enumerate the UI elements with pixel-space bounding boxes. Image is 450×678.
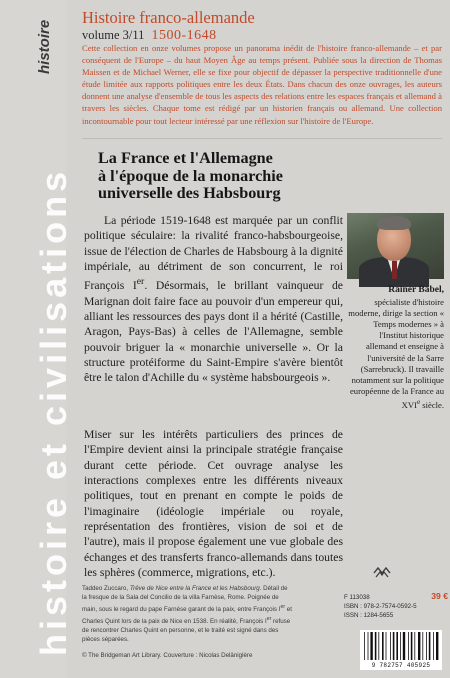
isbn: ISBN : 978-2-7574-0592-5 — [344, 602, 417, 610]
barcode — [360, 630, 442, 670]
author-name: Rainer Babel, — [388, 285, 444, 295]
book-title — [98, 150, 398, 203]
cover-image-caption: Taddeo Zuccaro, Trêve de Nice entre la France et les Habsbourg. Détail de la fresque de la Sala del Concilio de la villa Farnèse, Rome. Poignée de main, sous le regard du pape Farnèse garant de la paix, entre François Ier et Charles Quint lors de la paix de Nice en 1538. En réalité, François Ier refuse de rencontrer Charles Quint en personne, et le traité est signé dans des pièces séparées. — [82, 585, 292, 643]
divider — [82, 138, 442, 139]
collection-blurb: Cette collection en onze volumes propose un panorama inédit de l'histoire franco-allemande – et par conséquent de l'Europe – du haut Moyen Âge au temps présent. Publiée sous la direction de Thomas Maissen et de Michael Werner, elle se fixe pour objectif de dépasser la perspective traditionnelle d'une étude limitée aux rapports politiques entre les deux États. Dans chacun des onze ouvrages, les auteurs donnent une analyse d'ensemble de tous les aspects des relations entre les espaces français et allemand à travers les siècles. Chaque tome est rédigé par un historien français ou allemand. Une collection incontournable pour tout lecteur intéressé par une réflexion sur l'histoire de l'Europe. — [82, 43, 442, 126]
book-title-line: universelle des Habsbourg — [98, 184, 281, 203]
volume-number: volume 3/11 — [82, 28, 145, 42]
barcode-number: 9 782757 405925 — [371, 662, 431, 669]
publisher-logo-icon — [372, 565, 392, 579]
author-photo — [347, 213, 444, 279]
collection-title: Histoire franco-allemande — [82, 8, 255, 27]
summary-paragraph-2: Miser sur les intérêts particuliers des princes de l'Empire devient ainsi la principale stratégie française durant cette période. Cet ouvrage analyse les interactions complexes entre les différents niveaux politiques, tout en prenant en compte le poids de l'imaginaire (idéologie impériale ou royale, représentation des frontières, vision de soi et de l'autre), mais il propose également une vue globale des échanges et des transferts franco-allemands dans toutes les sphères (commerce, migrations, etc.). — [84, 428, 343, 580]
series-band — [0, 0, 74, 678]
collection-header — [82, 8, 442, 44]
summary-paragraph-1: La période 1519-1648 est marquée par un conflit politique séculaire: la rivalité franco-habsbourgeoise, issue de l'élection de Charles de Habsbourg à la dignité impériale, au détriment de son concurrent, le roi François Ier. Désormais, le brillant vainqueur de Marignan doit faire face au pouvoir d'un empereur qui, alliant les ressources des pays dont il a hérité (Castille, Aragon, Pays-Bas) à celles de l'Allemagne, semble pouvoir briguer la « monarchie universelle ». Or la structure protéiforme du Saint-Empire s'avère bientôt être le talon d'Achille du « système habsbourgeois ». — [84, 214, 343, 385]
product-info — [344, 592, 448, 621]
volume-years: 1500-1648 — [151, 28, 217, 43]
author-bio: Rainer Babel, spécialiste d'histoire moderne, dirige la section « Temps modernes » à l'Institut historique allemand et enseigne à l'université de la Sarre (Sarrebruck). Il travaille notamment sur la politique européenne de la France au XVIe siècle. — [348, 285, 444, 410]
product-code: F 113038 — [344, 594, 370, 601]
issn: ISSN : 1284-5655 — [344, 611, 394, 619]
image-credits: © The Bridgeman Art Library. Couverture : Nicolas Deläniglère — [82, 652, 253, 659]
series-tag: histoire — [36, 19, 53, 74]
book-title-line: La France et l'Allemagne — [98, 149, 273, 167]
price: 39 € — [431, 591, 448, 601]
book-title-line: à l'époque de la monarchie — [98, 166, 283, 185]
series-vertical-title: histoire et civilisations — [33, 167, 74, 656]
